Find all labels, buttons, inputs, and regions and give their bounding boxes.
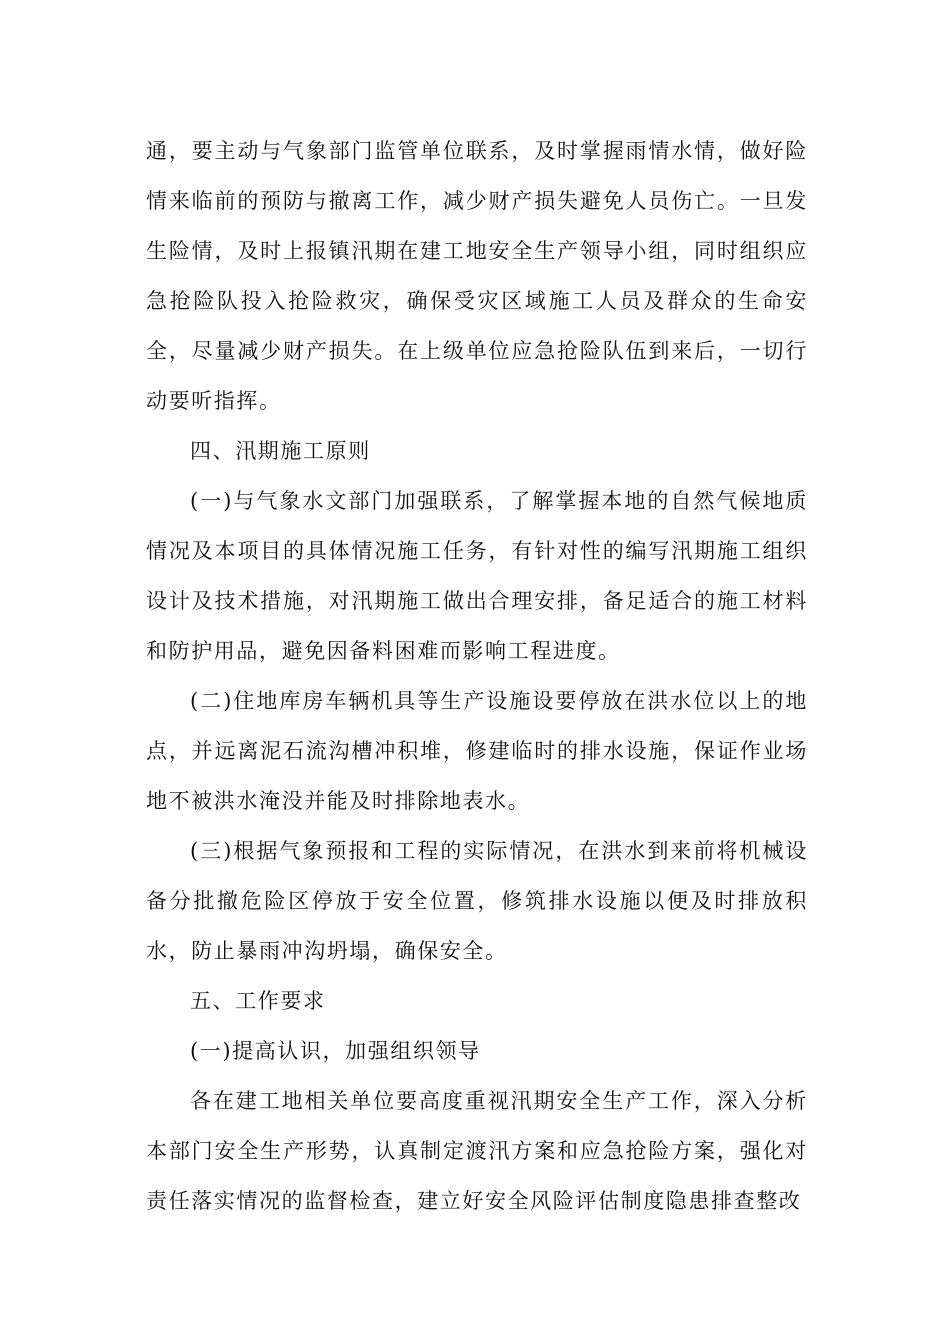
paragraph-principle-two: (二)住地库房车辆机具等生产设施设要停放在洪水位以上的地点，并远离泥石流沟槽冲积堆，修建临时的排水设施，保证作业场地不被洪水淹没并能及时排除地表水。 xyxy=(146,689,808,813)
section-heading-five: 五、工作要求 xyxy=(190,989,326,1013)
paragraph-principle-three: (三)根据气象预报和工程的实际情况，在洪水到来前将机械设备分批撤危险区停放于安全位置，修筑排水设施以便及时排放积水，防止暴雨冲沟坍塌，确保安全。 xyxy=(146,839,808,963)
paragraph-continuation: 通，要主动与气象部门监管单位联系，及时掌握雨情水情，做好险情来临前的预防与撤离工作，减少财产损失避免人员伤亡。一旦发生险情，及时上报镇汛期在建工地安全生产领导小组，同时组织应急抢险队投入抢险救灾，确保受灾区域施工人员及群众的生命安全，尽量减少财产损失。在上级单位应急抢险队伍到来后，一切行动要听指挥。 xyxy=(146,139,808,413)
subheading-requirement-one: (一)提高认识，加强组织领导 xyxy=(190,1039,481,1063)
document-body xyxy=(146,126,808,1226)
paragraph-requirement-body: 各在建工地相关单位要高度重视汛期安全生产工作，深入分析本部门安全生产形势，认真制定渡汛方案和应急抢险方案，强化对责任落实情况的监督检查，建立好安全风险评估制度隐患排查整改 xyxy=(146,1089,808,1213)
paragraph-principle-one: (一)与气象水文部门加强联系，了解掌握本地的自然气候地质情况及本项目的具体情况施工任务，有针对性的编写汛期施工组织设计及技术措施，对汛期施工做出合理安排，备足适合的施工材料和防护用品，避免因备料困难而影响工程进度。 xyxy=(146,489,808,663)
section-heading-four: 四、汛期施工原则 xyxy=(190,439,371,463)
